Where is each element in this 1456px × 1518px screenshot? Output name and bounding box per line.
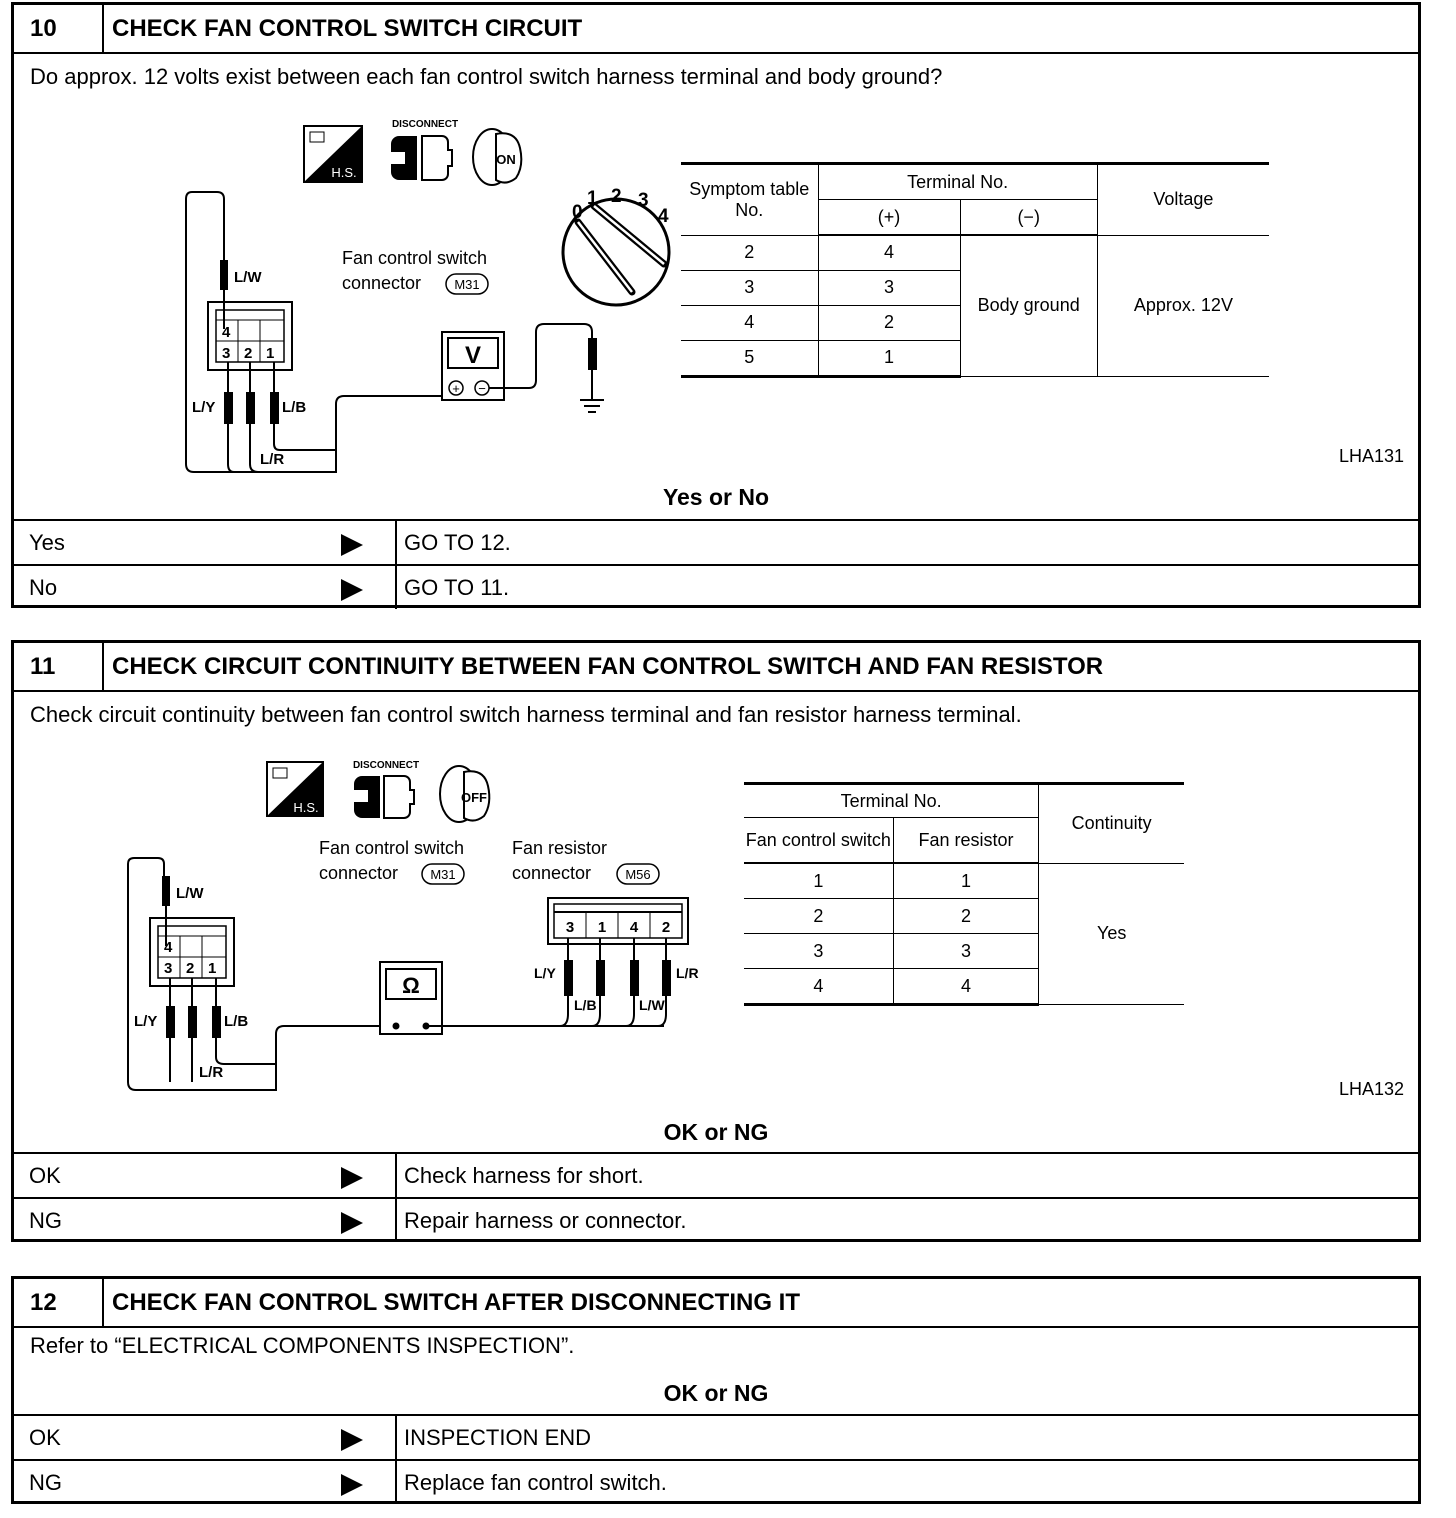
svg-text:L/Y: L/Y [192,399,216,416]
figure-code: LHA131 [1338,446,1404,466]
svg-text:connector: connector [342,273,422,293]
svg-text:1: 1 [587,188,598,209]
step-instruction: Do approx. 12 volts exist between each fan control switch harness terminal and body ground? [30,64,943,89]
svg-text:4: 4 [164,939,173,956]
svg-text:L/B: L/B [224,1013,249,1030]
ohmmeter-icon [380,962,442,1034]
wiring-diagram [164,114,694,468]
step-number: 10 [14,5,104,52]
svg-text:3: 3 [638,190,649,211]
result-row-yes [14,521,1418,566]
svg-text:3: 3 [164,960,173,977]
step-instruction: Refer to “ELECTRICAL COMPONENTS INSPECTION”. [30,1333,575,1358]
arrow-right-icon [341,1474,363,1496]
result-row-ok [14,1416,1418,1461]
voltmeter-icon [442,332,504,400]
svg-text:L/R: L/R [676,965,699,981]
svg-text:2: 2 [186,960,195,977]
arrow-right-icon [341,1429,363,1451]
table-row: 2 4 Body ground Approx. 12V [681,235,1269,270]
wiring-diagram [104,752,724,1092]
table-row: 2 2 [744,899,1184,934]
result-row-ng [14,1461,1418,1504]
svg-text:OFF: OFF [461,790,487,805]
harness-side-icon [304,126,362,182]
svg-text:1: 1 [266,345,275,362]
svg-text:L/R: L/R [260,451,285,468]
svg-text:2: 2 [661,919,671,936]
step-title: CHECK FAN CONTROL SWITCH AFTER DISCONNECTING IT [112,1289,800,1316]
svg-text:L/W: L/W [176,885,204,902]
ground-icon [580,370,604,412]
svg-text:DISCONNECT: DISCONNECT [391,119,459,130]
svg-text:4: 4 [658,206,669,227]
harness-side-icon [267,762,323,816]
result-action: Replace fan control switch. [404,1470,667,1495]
results-table [14,519,1418,609]
results-table [14,1414,1418,1504]
ignition-off-icon [440,766,489,822]
step-10 [11,2,1421,608]
svg-text:DISCONNECT: DISCONNECT [352,760,420,771]
step-body [14,692,1418,1152]
table-row: 4 4 [744,969,1184,1005]
switch-connector-m31 [150,918,234,986]
result-action-link[interactable]: GO TO 11. [404,575,510,600]
svg-text:L/B: L/B [282,399,307,416]
step-number: 12 [14,1279,104,1326]
resistor-connector-m56 [548,898,688,944]
step-12 [11,1276,1421,1504]
svg-text:3: 3 [222,345,231,362]
svg-text:L/B: L/B [574,997,597,1013]
result-row-ng [14,1199,1418,1242]
svg-text:3: 3 [565,919,575,936]
table-row: 3 3 [744,934,1184,969]
svg-text:L/W: L/W [639,997,665,1013]
svg-text:Fan resistor: Fan resistor [512,838,608,858]
figure-code: LHA132 [1338,1079,1404,1099]
svg-text:V: V [464,342,482,369]
fan-switch-dial-icon [563,186,669,305]
result-action: INSPECTION END [404,1425,592,1450]
svg-text:L/R: L/R [199,1064,224,1081]
result-label: OK [29,1425,61,1450]
svg-text:ON: ON [496,152,516,167]
connector-label: Fan control switch [342,248,488,268]
svg-text:1: 1 [208,960,217,977]
arrow-right-icon [341,1212,363,1234]
step-header [14,5,1418,54]
ignition-on-icon [473,129,521,185]
step-11 [11,640,1421,1242]
table-row: 5 1 [681,340,1269,376]
svg-text:4: 4 [222,324,231,341]
disconnect-icon [391,119,458,180]
result-label: No [29,575,58,600]
connector-id-badge: M31 [430,867,456,882]
connector-id-badge: M56 [625,867,651,882]
arrow-right-icon [341,579,363,601]
result-label: NG [29,1470,62,1495]
disconnect-icon [353,760,419,818]
voltage-spec-table: Symptom table No. Terminal No. Voltage (+) (−) 2 4 Body ground Approx. 12V 3 3 4 2 5 1 [681,162,1269,378]
step-instruction: Check circuit continuity between fan control switch harness terminal and fan resistor harness terminal. [30,702,1022,727]
svg-text:2: 2 [611,186,622,207]
svg-text:2: 2 [244,345,253,362]
result-action: Check harness for short. [404,1163,644,1188]
svg-text:Ω: Ω [402,973,420,998]
step-body [14,54,1418,519]
arrow-right-icon [341,534,363,556]
arrow-right-icon [341,1167,363,1189]
switch-connector-m31 [208,302,292,370]
svg-text:0: 0 [572,202,583,223]
step-title: CHECK CIRCUIT CONTINUITY BETWEEN FAN CONTROL SWITCH AND FAN RESISTOR [112,653,1104,680]
result-action: Repair harness or connector. [404,1208,687,1233]
svg-text:L/W: L/W [234,269,262,286]
connector-id-badge: M31 [454,277,480,292]
results-table [14,1152,1418,1242]
svg-text:+: + [452,381,460,396]
question-label: OK or NG [663,1380,769,1406]
question-label: Yes or No [662,484,770,510]
svg-text:connector: connector [512,863,592,883]
table-row: 1 1 Yes [744,863,1184,899]
result-label: Yes [29,530,65,555]
table-row: 3 3 [681,270,1269,305]
svg-text:4: 4 [629,919,639,936]
result-label: OK [29,1163,61,1188]
svg-text:1: 1 [597,919,607,936]
result-action-link[interactable]: GO TO 12. [404,530,511,555]
question-label: OK or NG [663,1119,769,1145]
table-row: 4 2 [681,305,1269,340]
svg-text:connector: connector [319,863,399,883]
step-header [14,643,1418,692]
svg-text:L/Y: L/Y [134,1013,158,1030]
step-number: 11 [14,643,104,690]
result-row-no [14,566,1418,609]
svg-text:H.S.: H.S. [331,165,357,180]
svg-text:Fan control switch: Fan control switch [319,838,465,858]
result-row-ok [14,1154,1418,1199]
step-header [14,1279,1418,1328]
result-label: NG [29,1208,62,1233]
svg-text:H.S.: H.S. [293,800,319,815]
step-title: CHECK FAN CONTROL SWITCH CIRCUIT [112,15,583,42]
svg-text:−: − [478,381,486,396]
step-body [14,1328,1418,1414]
svg-text:L/Y: L/Y [534,965,556,981]
continuity-spec-table: Terminal No. Continuity Fan control switch Fan resistor 1 1 Yes 2 2 3 3 4 4 [744,782,1184,1006]
